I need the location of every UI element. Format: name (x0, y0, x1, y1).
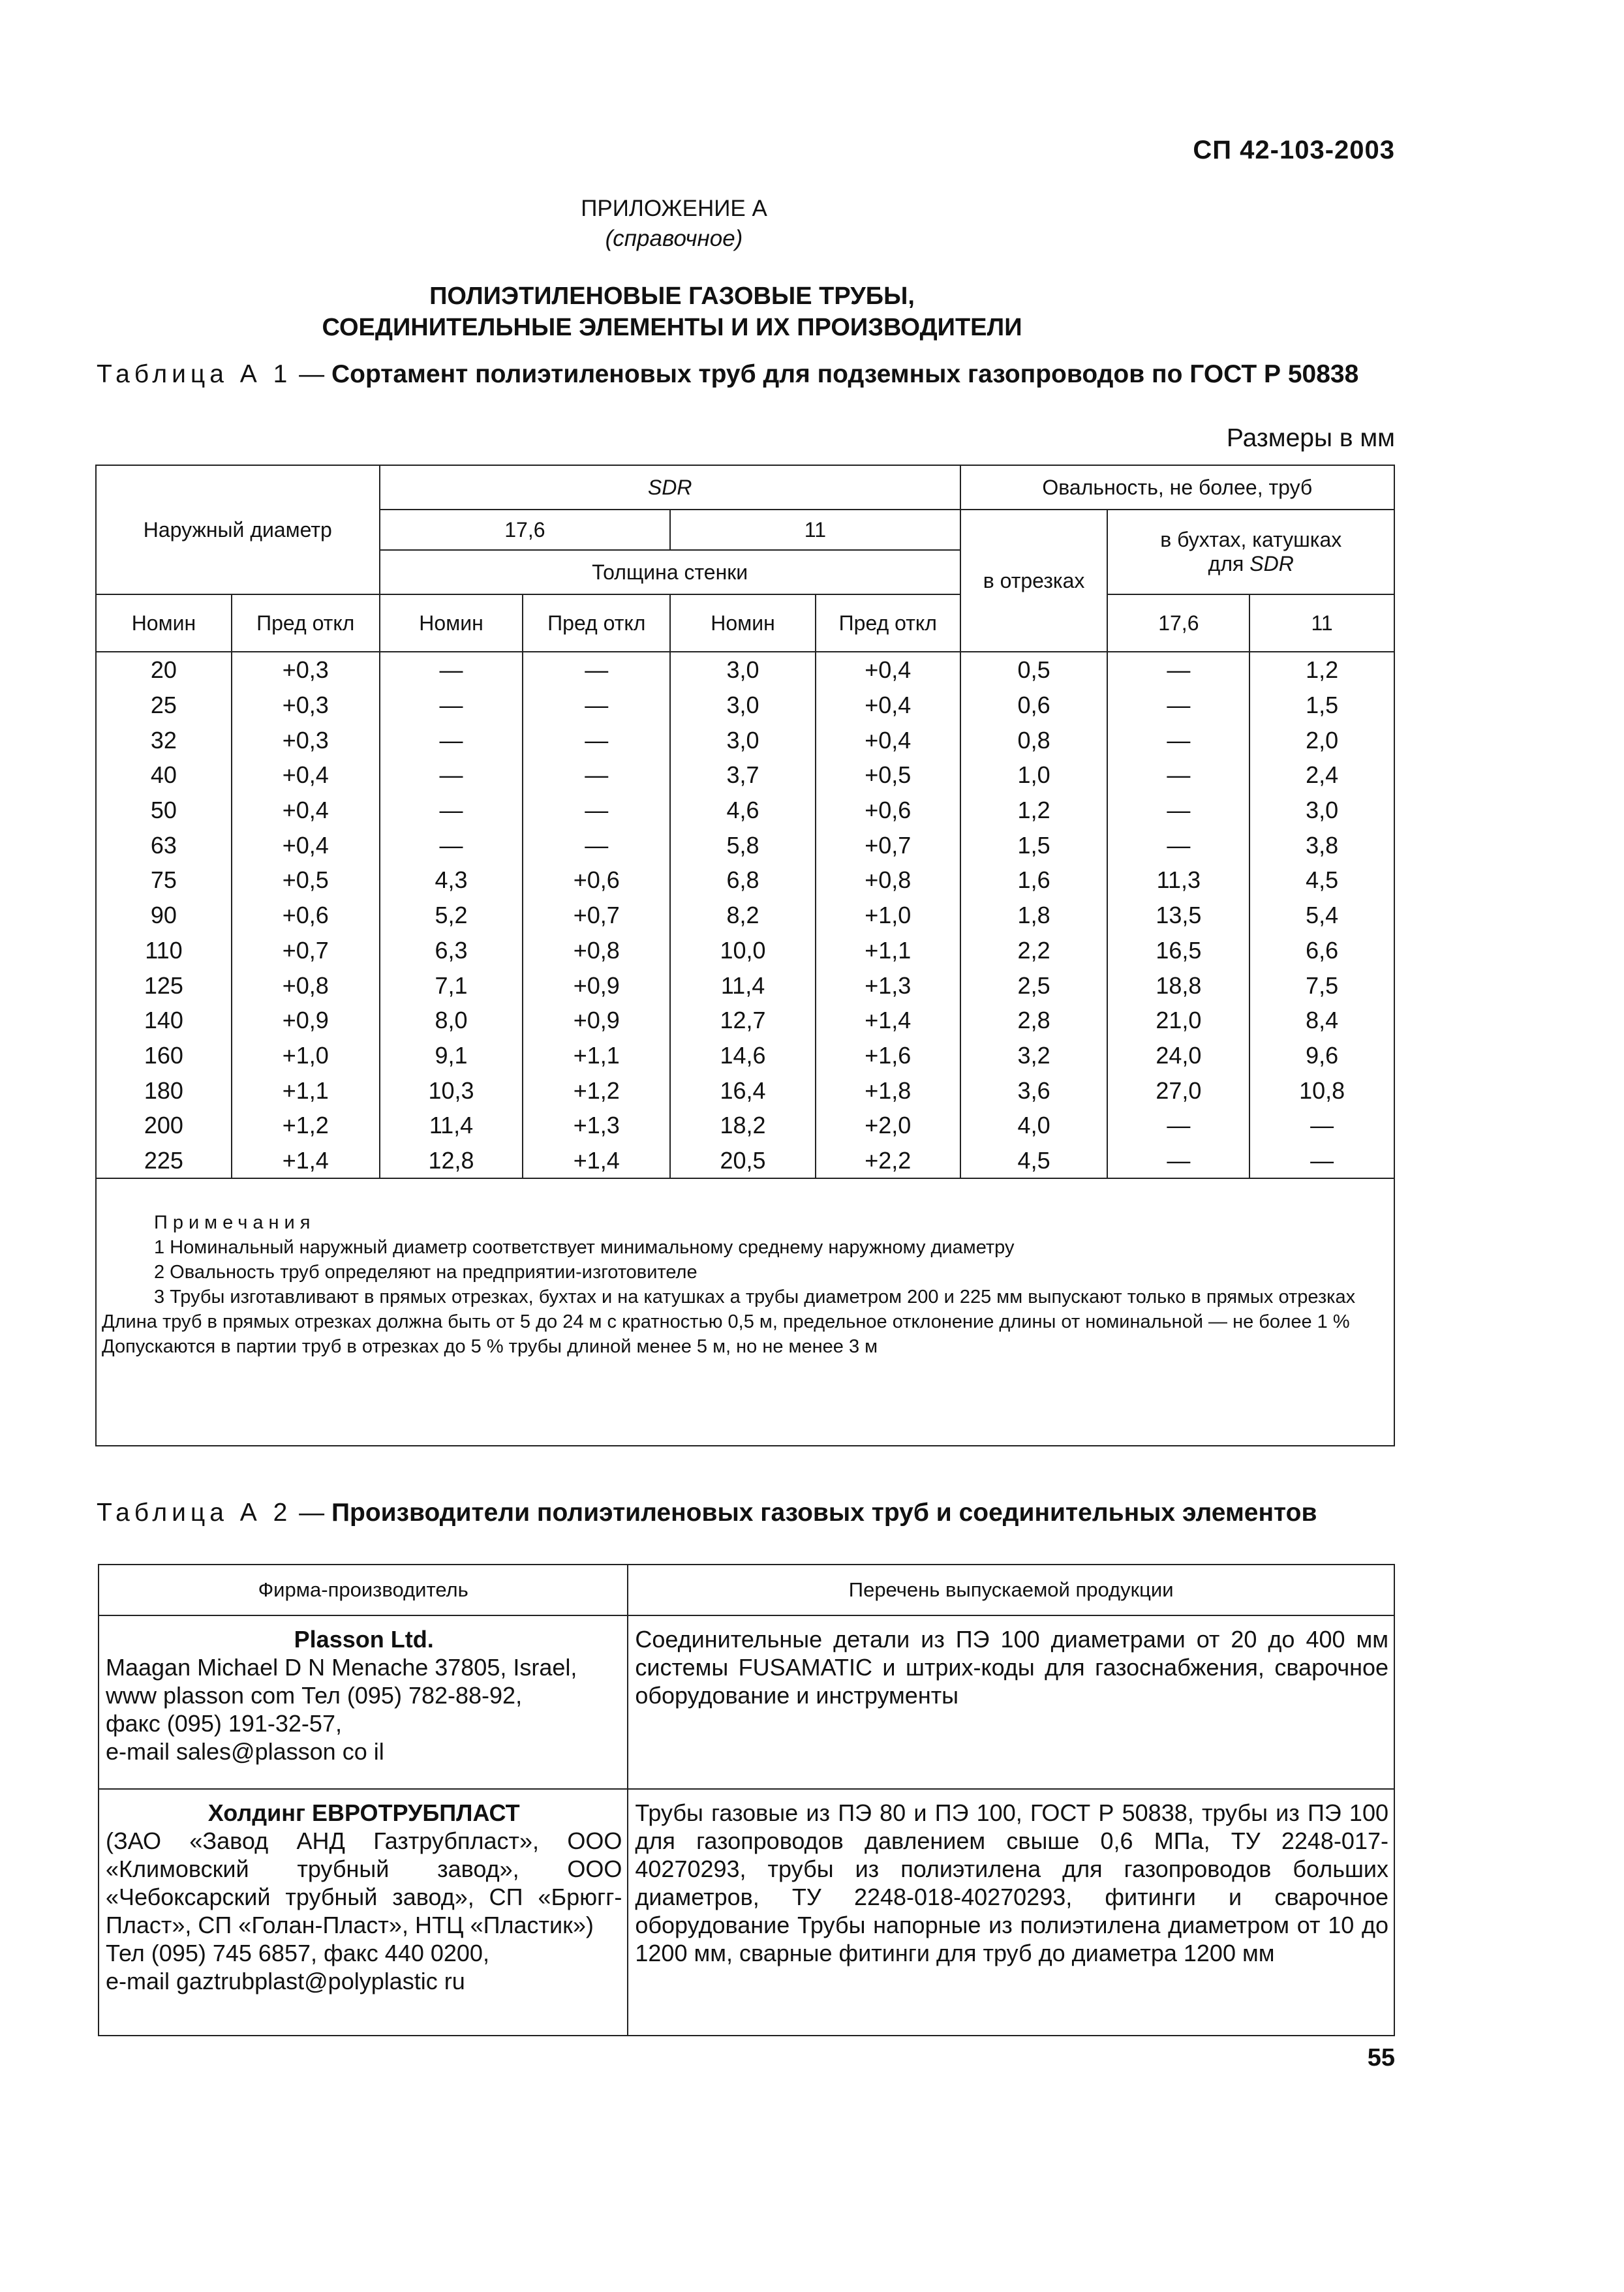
table-cell: 3,6 (960, 1073, 1108, 1108)
header-col-11: 11 (1249, 594, 1394, 652)
manufacturers-table (98, 1564, 1395, 2036)
table-cell: 9,6 (1249, 1038, 1394, 1073)
table-cell: +1,4 (523, 1143, 670, 1179)
table-cell: 1,5 (960, 827, 1108, 863)
table-cell: +0,4 (232, 827, 380, 863)
table-cell: +1,1 (816, 933, 960, 968)
table-cell: 2,5 (960, 968, 1108, 1003)
table-row (96, 1143, 1394, 1179)
header-ovality: Овальность, не более, труб (960, 465, 1394, 510)
table1-caption-dash: — (292, 360, 331, 388)
header-tolerance: Пред откл (523, 594, 670, 652)
header-in-coils-for: для (1208, 552, 1244, 575)
table-cell: — (1107, 652, 1249, 688)
firm-detail: Тел (095) 745 6857, факс 440 0200, (106, 1940, 489, 1966)
table-cell: 50 (96, 793, 232, 828)
table-cell: +1,1 (232, 1073, 380, 1108)
table2-caption-dash: — (292, 1499, 331, 1527)
table-cell: — (380, 688, 523, 723)
table-cell: — (1107, 757, 1249, 793)
table-cell: — (1107, 827, 1249, 863)
table-cell: +0,4 (816, 688, 960, 723)
table-cell: +0,9 (232, 1003, 380, 1038)
note-3: 3 Трубы изготавливают в прямых отрезках, бухтах и на катушках а трубы диаметром 200 и 225 мм выпускают только в прямых отрезках Длина труб в прямых отрезках должна быть от 5 до 24 м с кратностью 0,5 м, предельное отклонение длины от номинальной — не более 1 % Допускаются в партии труб в отрезках до 5 % трубы длиной менее 5 м, но не менее 3 м (102, 1287, 1356, 1358)
table-cell: +1,4 (232, 1143, 380, 1179)
table-cell: 0,8 (960, 722, 1108, 757)
table-cell: 25 (96, 688, 232, 723)
table-cell: 0,5 (960, 652, 1108, 688)
table-cell: 10,8 (1249, 1073, 1394, 1108)
table-cell: — (523, 652, 670, 688)
table-cell: 16,4 (670, 1073, 816, 1108)
firm-detail: e-mail sales@plasson co il (106, 1738, 384, 1765)
table-cell: 125 (96, 968, 232, 1003)
table-cell: — (523, 757, 670, 793)
table-cell: 6,3 (380, 933, 523, 968)
table-cell: +0,4 (232, 793, 380, 828)
table-cell: 1,5 (1249, 688, 1394, 723)
header-in-coils-line1: в бухтах, катушках (1160, 528, 1342, 551)
notes-title: Примечания (154, 1212, 316, 1234)
appendix-label: ПРИЛОЖЕНИЕ А (581, 196, 767, 221)
table-cell: 3,0 (670, 652, 816, 688)
table-cell: +0,3 (232, 722, 380, 757)
table-cell: +0,7 (523, 898, 670, 933)
table-cell: 11,4 (670, 968, 816, 1003)
table1-header-row-4 (96, 594, 1394, 652)
header-in-coils (1107, 510, 1394, 594)
header-sdr-17-6: 17,6 (380, 510, 671, 550)
table-cell: 200 (96, 1108, 232, 1143)
table-cell: +0,5 (816, 757, 960, 793)
table-cell: 11,4 (380, 1108, 523, 1143)
pipe-assortment-table (95, 465, 1395, 1446)
page-title (0, 281, 1344, 343)
table-row (96, 722, 1394, 757)
firm-cell (99, 1615, 628, 1789)
table-row (96, 827, 1394, 863)
header-firm: Фирма-производитель (99, 1565, 628, 1615)
table-row (96, 1003, 1394, 1038)
table-cell: 9,1 (380, 1038, 523, 1073)
table-cell: — (1107, 1108, 1249, 1143)
table-row (96, 968, 1394, 1003)
header-outer-diameter: Наружный диаметр (96, 465, 380, 594)
table-cell: +1,0 (232, 1038, 380, 1073)
table-cell: +0,8 (523, 933, 670, 968)
table1-caption (97, 360, 1395, 389)
table-cell: — (523, 722, 670, 757)
header-wall-thickness: Толщина стенки (380, 550, 960, 594)
table-cell: — (380, 652, 523, 688)
table2-caption (97, 1499, 1395, 1527)
page-number: 55 (1367, 2044, 1395, 2071)
table-row (96, 1108, 1394, 1143)
table-cell: 12,8 (380, 1143, 523, 1179)
table-cell: 110 (96, 933, 232, 968)
table-cell: — (1107, 793, 1249, 828)
table-cell: 1,6 (960, 863, 1108, 898)
table-cell: +0,9 (523, 1003, 670, 1038)
table-cell: — (380, 793, 523, 828)
table-cell: +0,4 (816, 652, 960, 688)
table-cell: 3,0 (1249, 793, 1394, 828)
table-cell: 4,0 (960, 1108, 1108, 1143)
table-cell: 40 (96, 757, 232, 793)
note-2: 2 Овальность труб определяют на предприятии-изготовителе (154, 1262, 697, 1283)
table-cell: 3,8 (1249, 827, 1394, 863)
table-cell: 24,0 (1107, 1038, 1249, 1073)
table-cell: +1,3 (523, 1108, 670, 1143)
table-cell: — (380, 827, 523, 863)
table-cell: +0,8 (816, 863, 960, 898)
table-cell: 20,5 (670, 1143, 816, 1179)
table-cell: — (380, 722, 523, 757)
firm-detail: (ЗАО «Завод АНД Газтрубпласт», ООО «Климовский трубный завод», ООО «Чебоксарский трубный завод», СП «Брюгг-Пласт», СП «Голан-Пласт», НТЦ «Пластик») (106, 1827, 622, 1938)
table-cell: — (1249, 1143, 1394, 1179)
table-cell: 16,5 (1107, 933, 1249, 968)
table-cell: 225 (96, 1143, 232, 1179)
table1-caption-title: Сортамент полиэтиленовых труб для подземных газопроводов по ГОСТ Р 50838 (331, 360, 1359, 388)
firm-detail: Maagan Michael D N Menache 37805, Israel, (106, 1654, 577, 1681)
table-cell: +0,6 (816, 793, 960, 828)
header-in-segments: в отрезках (960, 510, 1108, 652)
table-cell: 1,0 (960, 757, 1108, 793)
table1-body (96, 652, 1394, 1178)
table-row (96, 1073, 1394, 1108)
firm-name: Холдинг ЕВРОТРУБПЛАСТ (207, 1799, 520, 1826)
table-cell: — (523, 688, 670, 723)
table-cell: 2,8 (960, 1003, 1108, 1038)
header-nominal: Номин (670, 594, 816, 652)
table-cell: 32 (96, 722, 232, 757)
table-cell: +0,3 (232, 652, 380, 688)
table-cell: +0,4 (232, 757, 380, 793)
table-cell: +1,8 (816, 1073, 960, 1108)
table-cell: 6,6 (1249, 933, 1394, 968)
header-products: Перечень выпускаемой продукции (628, 1565, 1394, 1615)
appendix-note: (справочное) (605, 226, 743, 251)
table-cell: 2,4 (1249, 757, 1394, 793)
header-nominal: Номин (96, 594, 232, 652)
table-cell: — (1107, 688, 1249, 723)
table-cell: +0,6 (232, 898, 380, 933)
table-row (96, 757, 1394, 793)
document-code: СП 42-103-2003 (1193, 136, 1395, 164)
table-row (96, 933, 1394, 968)
table-cell: +1,4 (816, 1003, 960, 1038)
table-row (99, 1789, 1394, 2036)
table-cell: 6,8 (670, 863, 816, 898)
table-cell: 14,6 (670, 1038, 816, 1073)
table-row (96, 688, 1394, 723)
table-cell: 1,8 (960, 898, 1108, 933)
table-cell: 27,0 (1107, 1073, 1249, 1108)
table-cell: 13,5 (1107, 898, 1249, 933)
table-cell: +2,2 (816, 1143, 960, 1179)
table-cell: 5,4 (1249, 898, 1394, 933)
table-cell: 3,2 (960, 1038, 1108, 1073)
table-cell: 5,2 (380, 898, 523, 933)
firm-cell (99, 1789, 628, 2036)
table-cell: 8,4 (1249, 1003, 1394, 1038)
table-row (99, 1615, 1394, 1789)
table-cell: — (1107, 1143, 1249, 1179)
table1-caption-prefix: Таблица А 1 (97, 360, 292, 388)
table-cell: +1,2 (232, 1108, 380, 1143)
table-cell: 12,7 (670, 1003, 816, 1038)
table-cell: 4,5 (960, 1143, 1108, 1179)
table-row (96, 863, 1394, 898)
table2-caption-title: Производители полиэтиленовых газовых труб и соединительных элементов (331, 1499, 1317, 1527)
table1-notes (96, 1178, 1394, 1446)
table2-caption-prefix: Таблица А 2 (97, 1499, 292, 1527)
table-cell: 63 (96, 827, 232, 863)
table-cell: 140 (96, 1003, 232, 1038)
table-cell: 75 (96, 863, 232, 898)
table-cell: 11,3 (1107, 863, 1249, 898)
title-line-1: ПОЛИЭТИЛЕНОВЫЕ ГАЗОВЫЕ ТРУБЫ, (429, 283, 915, 310)
table-cell: 18,2 (670, 1108, 816, 1143)
note-1: 1 Номинальный наружный диаметр соответствует минимальному среднему наружному диаметру (154, 1237, 1015, 1259)
table1-notes-row (96, 1178, 1394, 1446)
table-cell: 5,8 (670, 827, 816, 863)
table-cell: — (1107, 722, 1249, 757)
table-cell: +0,7 (816, 827, 960, 863)
header-col-17-6: 17,6 (1107, 594, 1249, 652)
header-in-coils-sdr: SDR (1249, 552, 1294, 575)
table-cell: +0,9 (523, 968, 670, 1003)
table-cell: 10,3 (380, 1073, 523, 1108)
table-cell: +1,2 (523, 1073, 670, 1108)
firm-detail: факс (095) 191-32-57, (106, 1710, 342, 1737)
header-sdr: SDR (380, 465, 960, 510)
table-cell: +0,3 (232, 688, 380, 723)
table-cell: 18,8 (1107, 968, 1249, 1003)
table-cell: 2,0 (1249, 722, 1394, 757)
table-cell: 90 (96, 898, 232, 933)
table-cell: — (523, 827, 670, 863)
table-cell: 0,6 (960, 688, 1108, 723)
table-cell: 20 (96, 652, 232, 688)
table-cell: — (523, 793, 670, 828)
table-cell: — (1249, 1108, 1394, 1143)
table-cell: 1,2 (960, 793, 1108, 828)
table-cell: 7,5 (1249, 968, 1394, 1003)
table-cell: 8,0 (380, 1003, 523, 1038)
table-row (96, 793, 1394, 828)
table-cell: +1,1 (523, 1038, 670, 1073)
table-cell: +0,4 (816, 722, 960, 757)
header-tolerance: Пред откл (816, 594, 960, 652)
products-cell: Трубы газовые из ПЭ 80 и ПЭ 100, ГОСТ Р 50838, трубы из ПЭ 100 для газопроводов давлением свыше 0,6 МПа, ТУ 2248-017-40270293, трубы из полиэтилена для газопроводов больших диаметров, ТУ 2248-018-40270293, фитинги и сварочное оборудование Трубы напорные из полиэтилена диаметром от 10 до 1200 мм, сварные фитинги для труб до диаметра 1200 мм (628, 1789, 1394, 2036)
table-cell: 3,0 (670, 688, 816, 723)
table-cell: +2,0 (816, 1108, 960, 1143)
table-cell: +0,7 (232, 933, 380, 968)
table-cell: 3,7 (670, 757, 816, 793)
table-cell: +1,0 (816, 898, 960, 933)
table-cell: 7,1 (380, 968, 523, 1003)
firm-name: Plasson Ltd. (294, 1626, 434, 1653)
table1-header-row-1 (96, 465, 1394, 510)
header-tolerance: Пред откл (232, 594, 380, 652)
header-nominal: Номин (380, 594, 523, 652)
header-sdr-11: 11 (670, 510, 960, 550)
table-cell: 2,2 (960, 933, 1108, 968)
table-cell: 21,0 (1107, 1003, 1249, 1038)
table-cell: — (380, 757, 523, 793)
products-cell: Соединительные детали из ПЭ 100 диаметрами от 20 до 400 мм системы FUSAMATIC и штрих-коды для газоснабжения, сварочное оборудование и инструменты (628, 1615, 1394, 1789)
header-in-coils-line2 (1108, 552, 1394, 576)
table2-header-row (99, 1565, 1394, 1615)
table-row (96, 898, 1394, 933)
table-cell: 4,5 (1249, 863, 1394, 898)
title-line-2: СОЕДИНИТЕЛЬНЫЕ ЭЛЕМЕНТЫ И ИХ ПРОИЗВОДИТЕЛИ (322, 314, 1022, 341)
table-cell: 1,2 (1249, 652, 1394, 688)
table-cell: +0,6 (523, 863, 670, 898)
table-cell: +1,6 (816, 1038, 960, 1073)
table-cell: 160 (96, 1038, 232, 1073)
table-cell: 4,6 (670, 793, 816, 828)
table-cell: +0,5 (232, 863, 380, 898)
table-row (96, 1038, 1394, 1073)
table-cell: +0,8 (232, 968, 380, 1003)
table-row (96, 652, 1394, 688)
table-cell: 10,0 (670, 933, 816, 968)
table1-units: Размеры в мм (1226, 424, 1395, 452)
table-cell: +1,3 (816, 968, 960, 1003)
table-cell: 180 (96, 1073, 232, 1108)
firm-detail: www plasson com Тел (095) 782-88-92, (106, 1682, 523, 1709)
table-cell: 8,2 (670, 898, 816, 933)
table-cell: 4,3 (380, 863, 523, 898)
firm-detail: e-mail gaztrubplast@polyplastic ru (106, 1968, 465, 1994)
table-cell: 3,0 (670, 722, 816, 757)
